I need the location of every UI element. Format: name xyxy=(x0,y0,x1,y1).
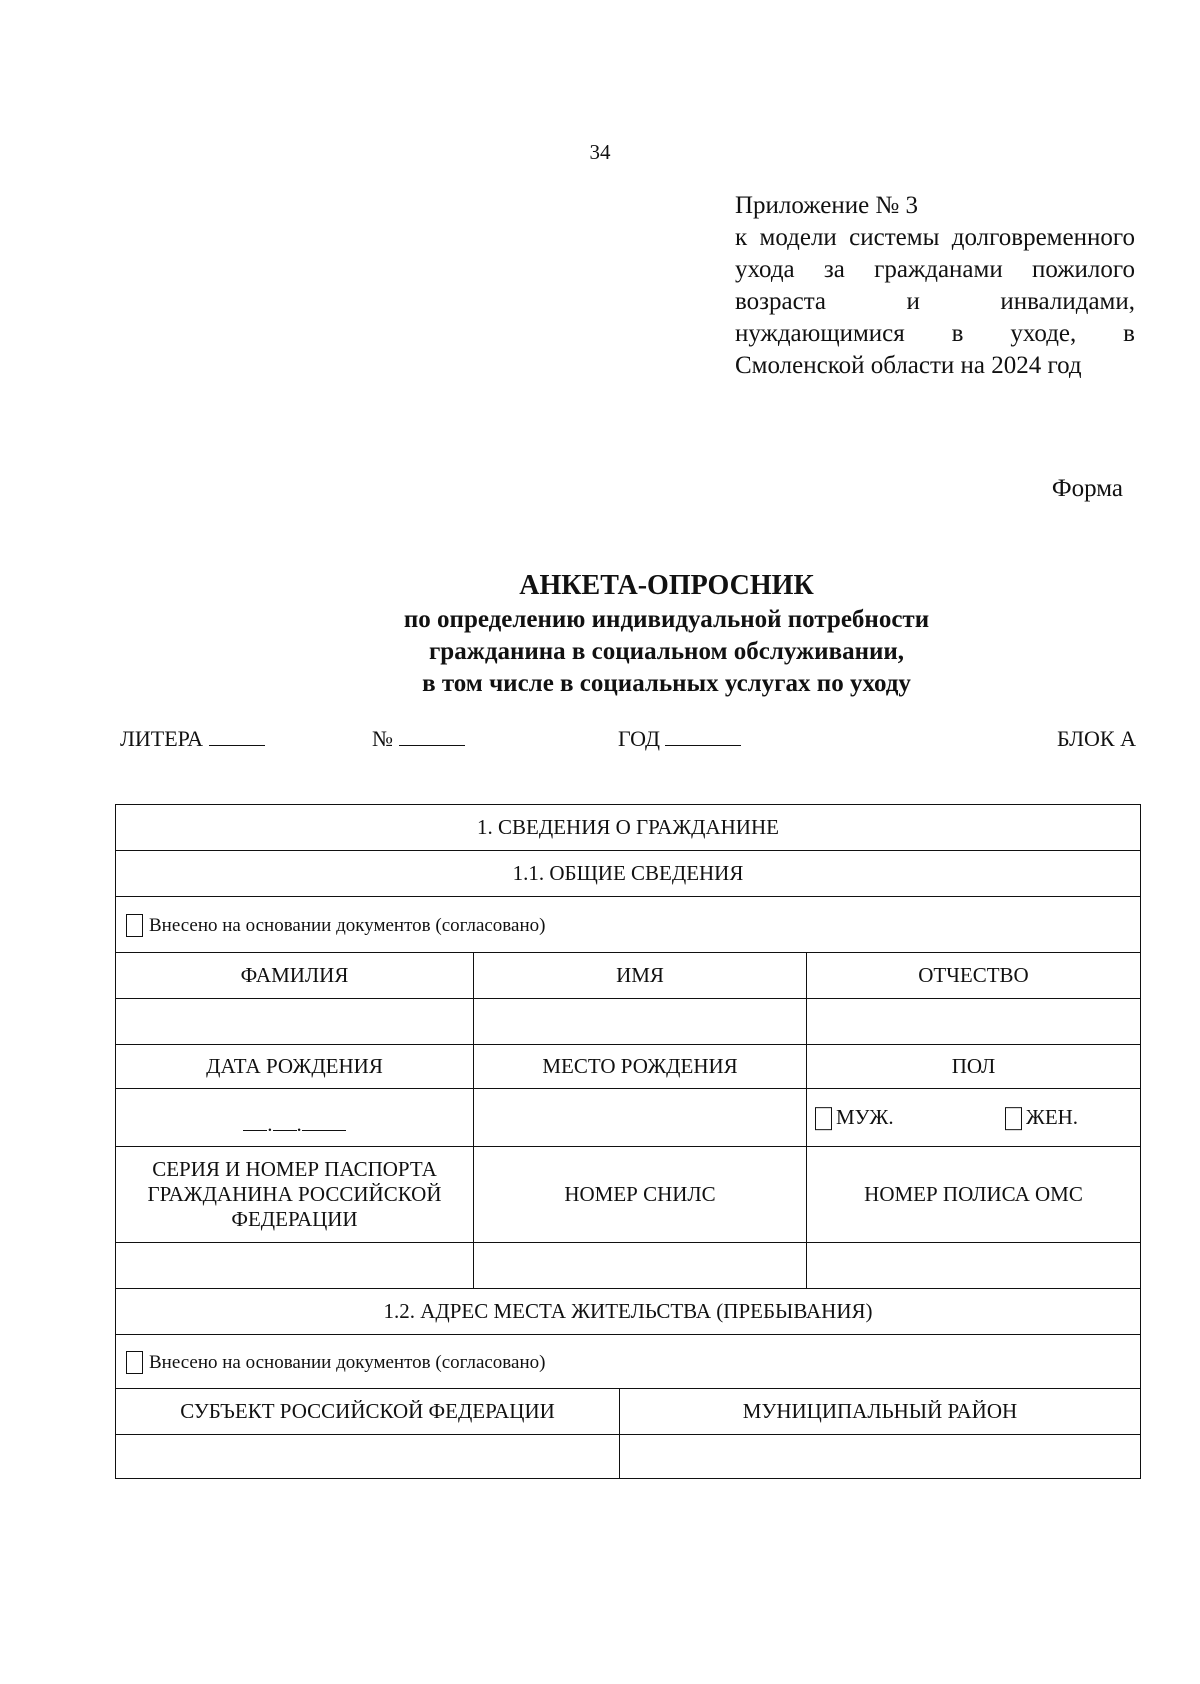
oms-cell[interactable] xyxy=(807,1243,1141,1289)
sex-male-label: МУЖ. xyxy=(836,1104,894,1129)
sex-header: ПОЛ xyxy=(807,1045,1141,1089)
snils-header: НОМЕР СНИЛС xyxy=(474,1147,807,1243)
surname-header: ФАМИЛИЯ xyxy=(116,953,474,999)
documents-confirmed-row-2 xyxy=(116,1335,1141,1389)
number-blank[interactable] xyxy=(399,727,465,746)
title-line-4: в том числе в социальных услугах по уходу xyxy=(422,670,911,697)
name-header: ИМЯ xyxy=(474,953,807,999)
appendix-note xyxy=(735,190,1135,382)
surname-cell[interactable] xyxy=(116,999,474,1045)
documents-confirmed-checkbox-2[interactable] xyxy=(126,1351,143,1374)
appendix-body: к модели системы долговременного ухода за гражданами пожилого возраста и инвалидами, нуждающимися в уходе, в Смоленской области на 2024 год xyxy=(735,224,1135,379)
citizen-info-table xyxy=(115,804,1141,1479)
birth-month-blank xyxy=(273,1116,297,1131)
year-blank[interactable] xyxy=(665,727,741,746)
sex-female-option[interactable] xyxy=(1005,1105,1078,1131)
documents-confirmed-row-1 xyxy=(116,897,1141,953)
appendix-title: Приложение № 3 xyxy=(735,192,919,219)
region-cell[interactable] xyxy=(116,1435,620,1479)
birth-day-blank xyxy=(243,1116,267,1131)
birth-date-cell[interactable] xyxy=(116,1089,474,1147)
block-label: БЛОК А xyxy=(1057,726,1136,751)
documents-confirmed-checkbox-1[interactable] xyxy=(126,914,143,937)
birth-year-blank xyxy=(302,1116,346,1131)
documents-confirmed-label-2: Внесено на основании документов (согласовано) xyxy=(149,1351,546,1373)
document-title xyxy=(0,568,1200,700)
birth-place-header: МЕСТО РОЖДЕНИЯ xyxy=(474,1045,807,1089)
passport-cell[interactable] xyxy=(116,1243,474,1289)
number-label: № xyxy=(372,726,393,751)
litera-blank[interactable] xyxy=(209,727,265,746)
patronymic-cell[interactable] xyxy=(807,999,1141,1045)
sex-female-checkbox[interactable] xyxy=(1005,1107,1022,1130)
year-field xyxy=(618,726,741,752)
subsection-1-2-header: 1.2. АДРЕС МЕСТА ЖИТЕЛЬСТВА (ПРЕБЫВАНИЯ) xyxy=(116,1289,1141,1335)
sex-female-label: ЖЕН. xyxy=(1026,1104,1079,1129)
sex-male-checkbox[interactable] xyxy=(815,1107,832,1130)
sex-male-option[interactable] xyxy=(815,1105,894,1131)
date-separator-2: . xyxy=(296,1112,302,1136)
patronymic-header: ОТЧЕСТВО xyxy=(807,953,1141,999)
birth-date-header: ДАТА РОЖДЕНИЯ xyxy=(116,1045,474,1089)
passport-header: СЕРИЯ И НОМЕР ПАСПОРТА ГРАЖДАНИНА РОССИЙСКОЙ ФЕДЕРАЦИИ xyxy=(116,1147,474,1243)
litera-field xyxy=(120,726,265,752)
title-main: АНКЕТА-ОПРОСНИК xyxy=(519,570,814,601)
title-line-3: гражданина в социальном обслуживании, xyxy=(428,638,905,665)
birth-date-blank xyxy=(243,1098,346,1137)
title-line-2: по определению индивидуальной потребности xyxy=(403,606,930,633)
litera-label: ЛИТЕРА xyxy=(120,726,203,751)
page-number: 34 xyxy=(589,140,611,164)
oms-header: НОМЕР ПОЛИСА ОМС xyxy=(807,1147,1141,1243)
number-field xyxy=(372,726,465,752)
date-separator-1: . xyxy=(267,1112,273,1136)
sex-cell xyxy=(807,1089,1141,1147)
year-label: ГОД xyxy=(618,726,660,751)
snils-cell[interactable] xyxy=(474,1243,807,1289)
region-header: СУБЪЕКТ РОССИЙСКОЙ ФЕДЕРАЦИИ xyxy=(116,1389,620,1435)
district-cell[interactable] xyxy=(620,1435,1141,1479)
birth-place-cell[interactable] xyxy=(474,1089,807,1147)
documents-confirmed-label-1: Внесено на основании документов (согласовано) xyxy=(149,914,546,936)
district-header: МУНИЦИПАЛЬНЫЙ РАЙОН xyxy=(620,1389,1141,1435)
name-cell[interactable] xyxy=(474,999,807,1045)
section-1-header: 1. СВЕДЕНИЯ О ГРАЖДАНИНЕ xyxy=(116,805,1141,851)
form-label: Форма xyxy=(1051,475,1123,502)
subsection-1-1-header: 1.1. ОБЩИЕ СВЕДЕНИЯ xyxy=(116,851,1141,897)
